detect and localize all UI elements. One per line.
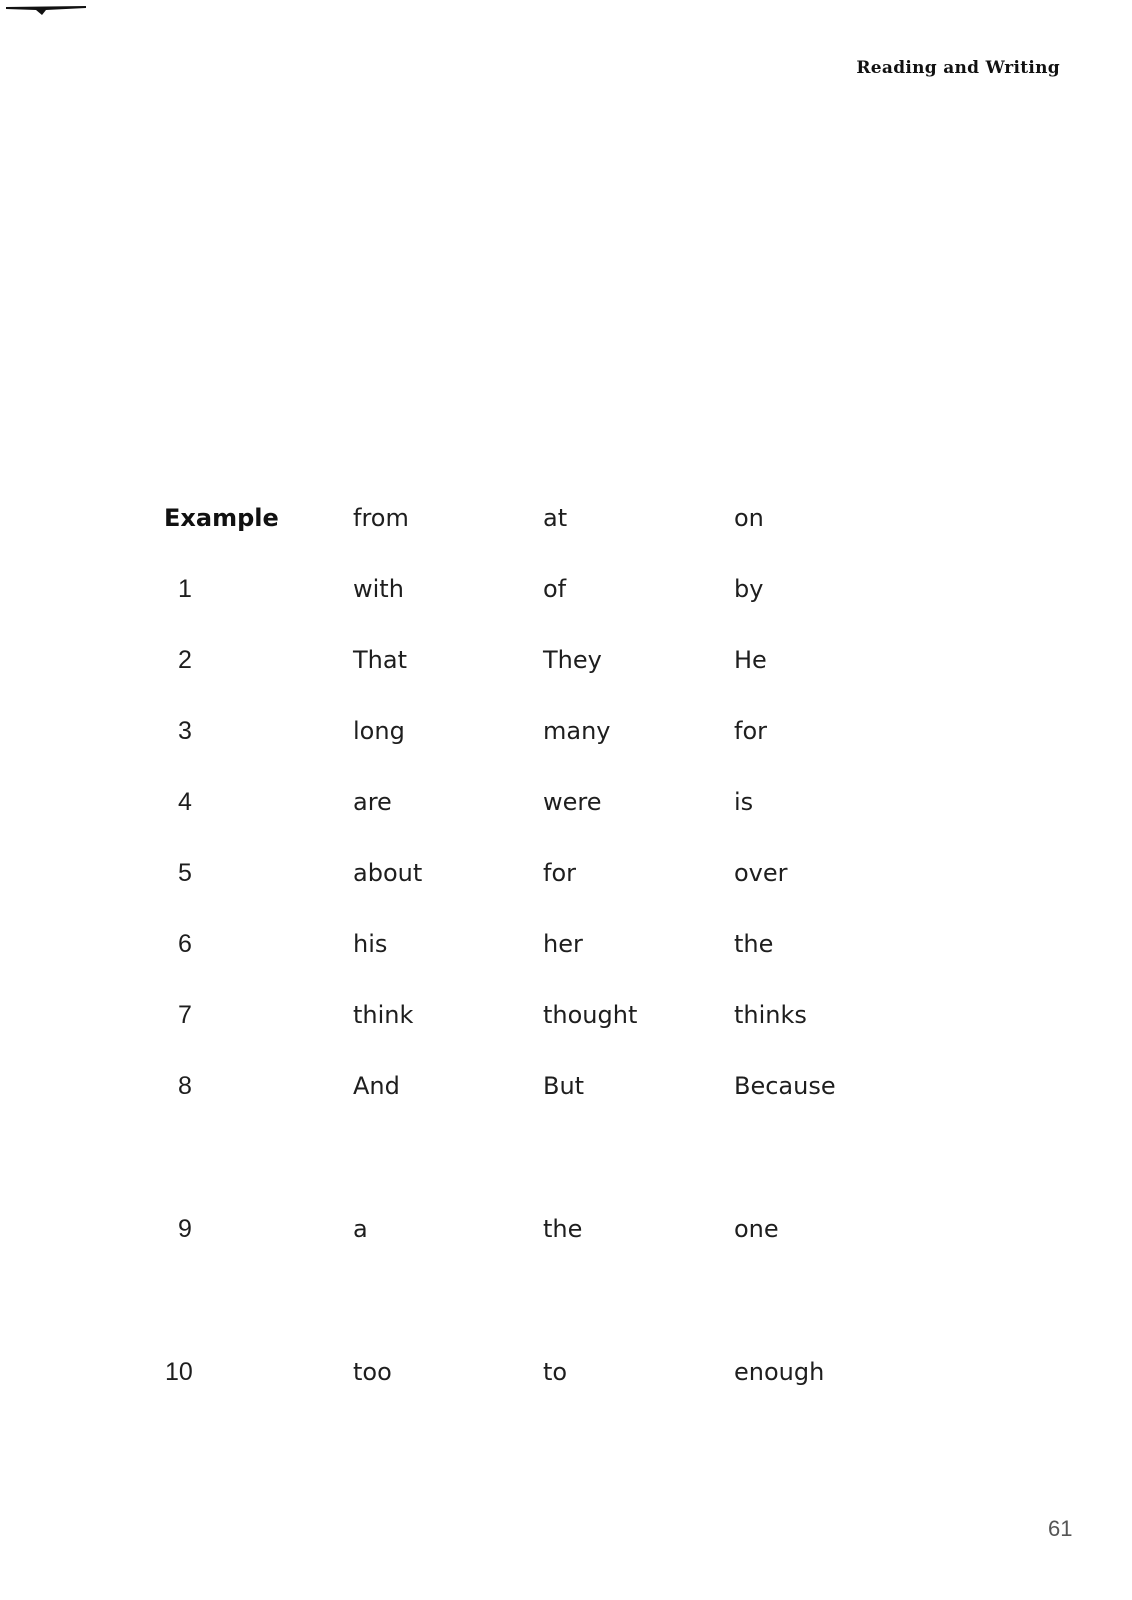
option-c: by	[734, 575, 764, 603]
option-a: That	[353, 646, 407, 674]
question-row-1	[0, 569, 1132, 609]
option-c: enough	[734, 1358, 825, 1386]
row-label: 7	[178, 1001, 192, 1029]
option-a: And	[353, 1072, 400, 1100]
row-label: 8	[178, 1072, 192, 1100]
question-row-5	[0, 853, 1132, 893]
question-row-6	[0, 924, 1132, 964]
row-label: 6	[178, 930, 192, 958]
option-c: on	[734, 504, 764, 532]
option-a: too	[353, 1358, 392, 1386]
option-c: the	[734, 930, 774, 958]
question-row-4	[0, 782, 1132, 822]
example-row	[0, 498, 1132, 538]
question-row-10	[0, 1352, 1132, 1392]
option-c: Because	[734, 1072, 836, 1100]
option-b: But	[543, 1072, 585, 1100]
option-a: long	[353, 717, 405, 745]
option-b: of	[543, 575, 567, 603]
option-a: his	[353, 930, 388, 958]
row-label: 5	[178, 859, 192, 887]
row-label: 3	[178, 717, 192, 745]
row-label: 9	[178, 1215, 192, 1243]
row-label: 2	[178, 646, 192, 674]
question-row-2	[0, 640, 1132, 680]
option-c: He	[734, 646, 767, 674]
row-label: 10	[165, 1358, 193, 1386]
running-head: Reading and Writing	[856, 58, 1060, 78]
option-b: They	[543, 646, 602, 674]
option-b: to	[543, 1358, 568, 1386]
option-a: a	[353, 1215, 368, 1243]
page-number: 61	[1048, 1516, 1073, 1541]
row-label: 4	[178, 788, 192, 816]
option-b: for	[543, 859, 576, 887]
row-label: 1	[178, 575, 192, 603]
question-row-7	[0, 995, 1132, 1035]
row-label: Example	[164, 504, 279, 532]
option-a: are	[353, 788, 392, 816]
option-a: from	[353, 504, 409, 532]
option-b: thought	[543, 1001, 638, 1029]
option-a: think	[353, 1001, 414, 1029]
option-c: over	[734, 859, 788, 887]
option-c: one	[734, 1215, 779, 1243]
option-b: her	[543, 930, 583, 958]
option-b: at	[543, 504, 568, 532]
question-row-8	[0, 1066, 1132, 1106]
option-b: the	[543, 1215, 583, 1243]
option-b: many	[543, 717, 611, 745]
option-b: were	[543, 788, 602, 816]
question-row-3	[0, 711, 1132, 751]
option-c: thinks	[734, 1001, 807, 1029]
option-c: is	[734, 788, 754, 816]
option-a: with	[353, 575, 404, 603]
question-row-9	[0, 1209, 1132, 1249]
option-c: for	[734, 717, 767, 745]
option-a: about	[353, 859, 423, 887]
